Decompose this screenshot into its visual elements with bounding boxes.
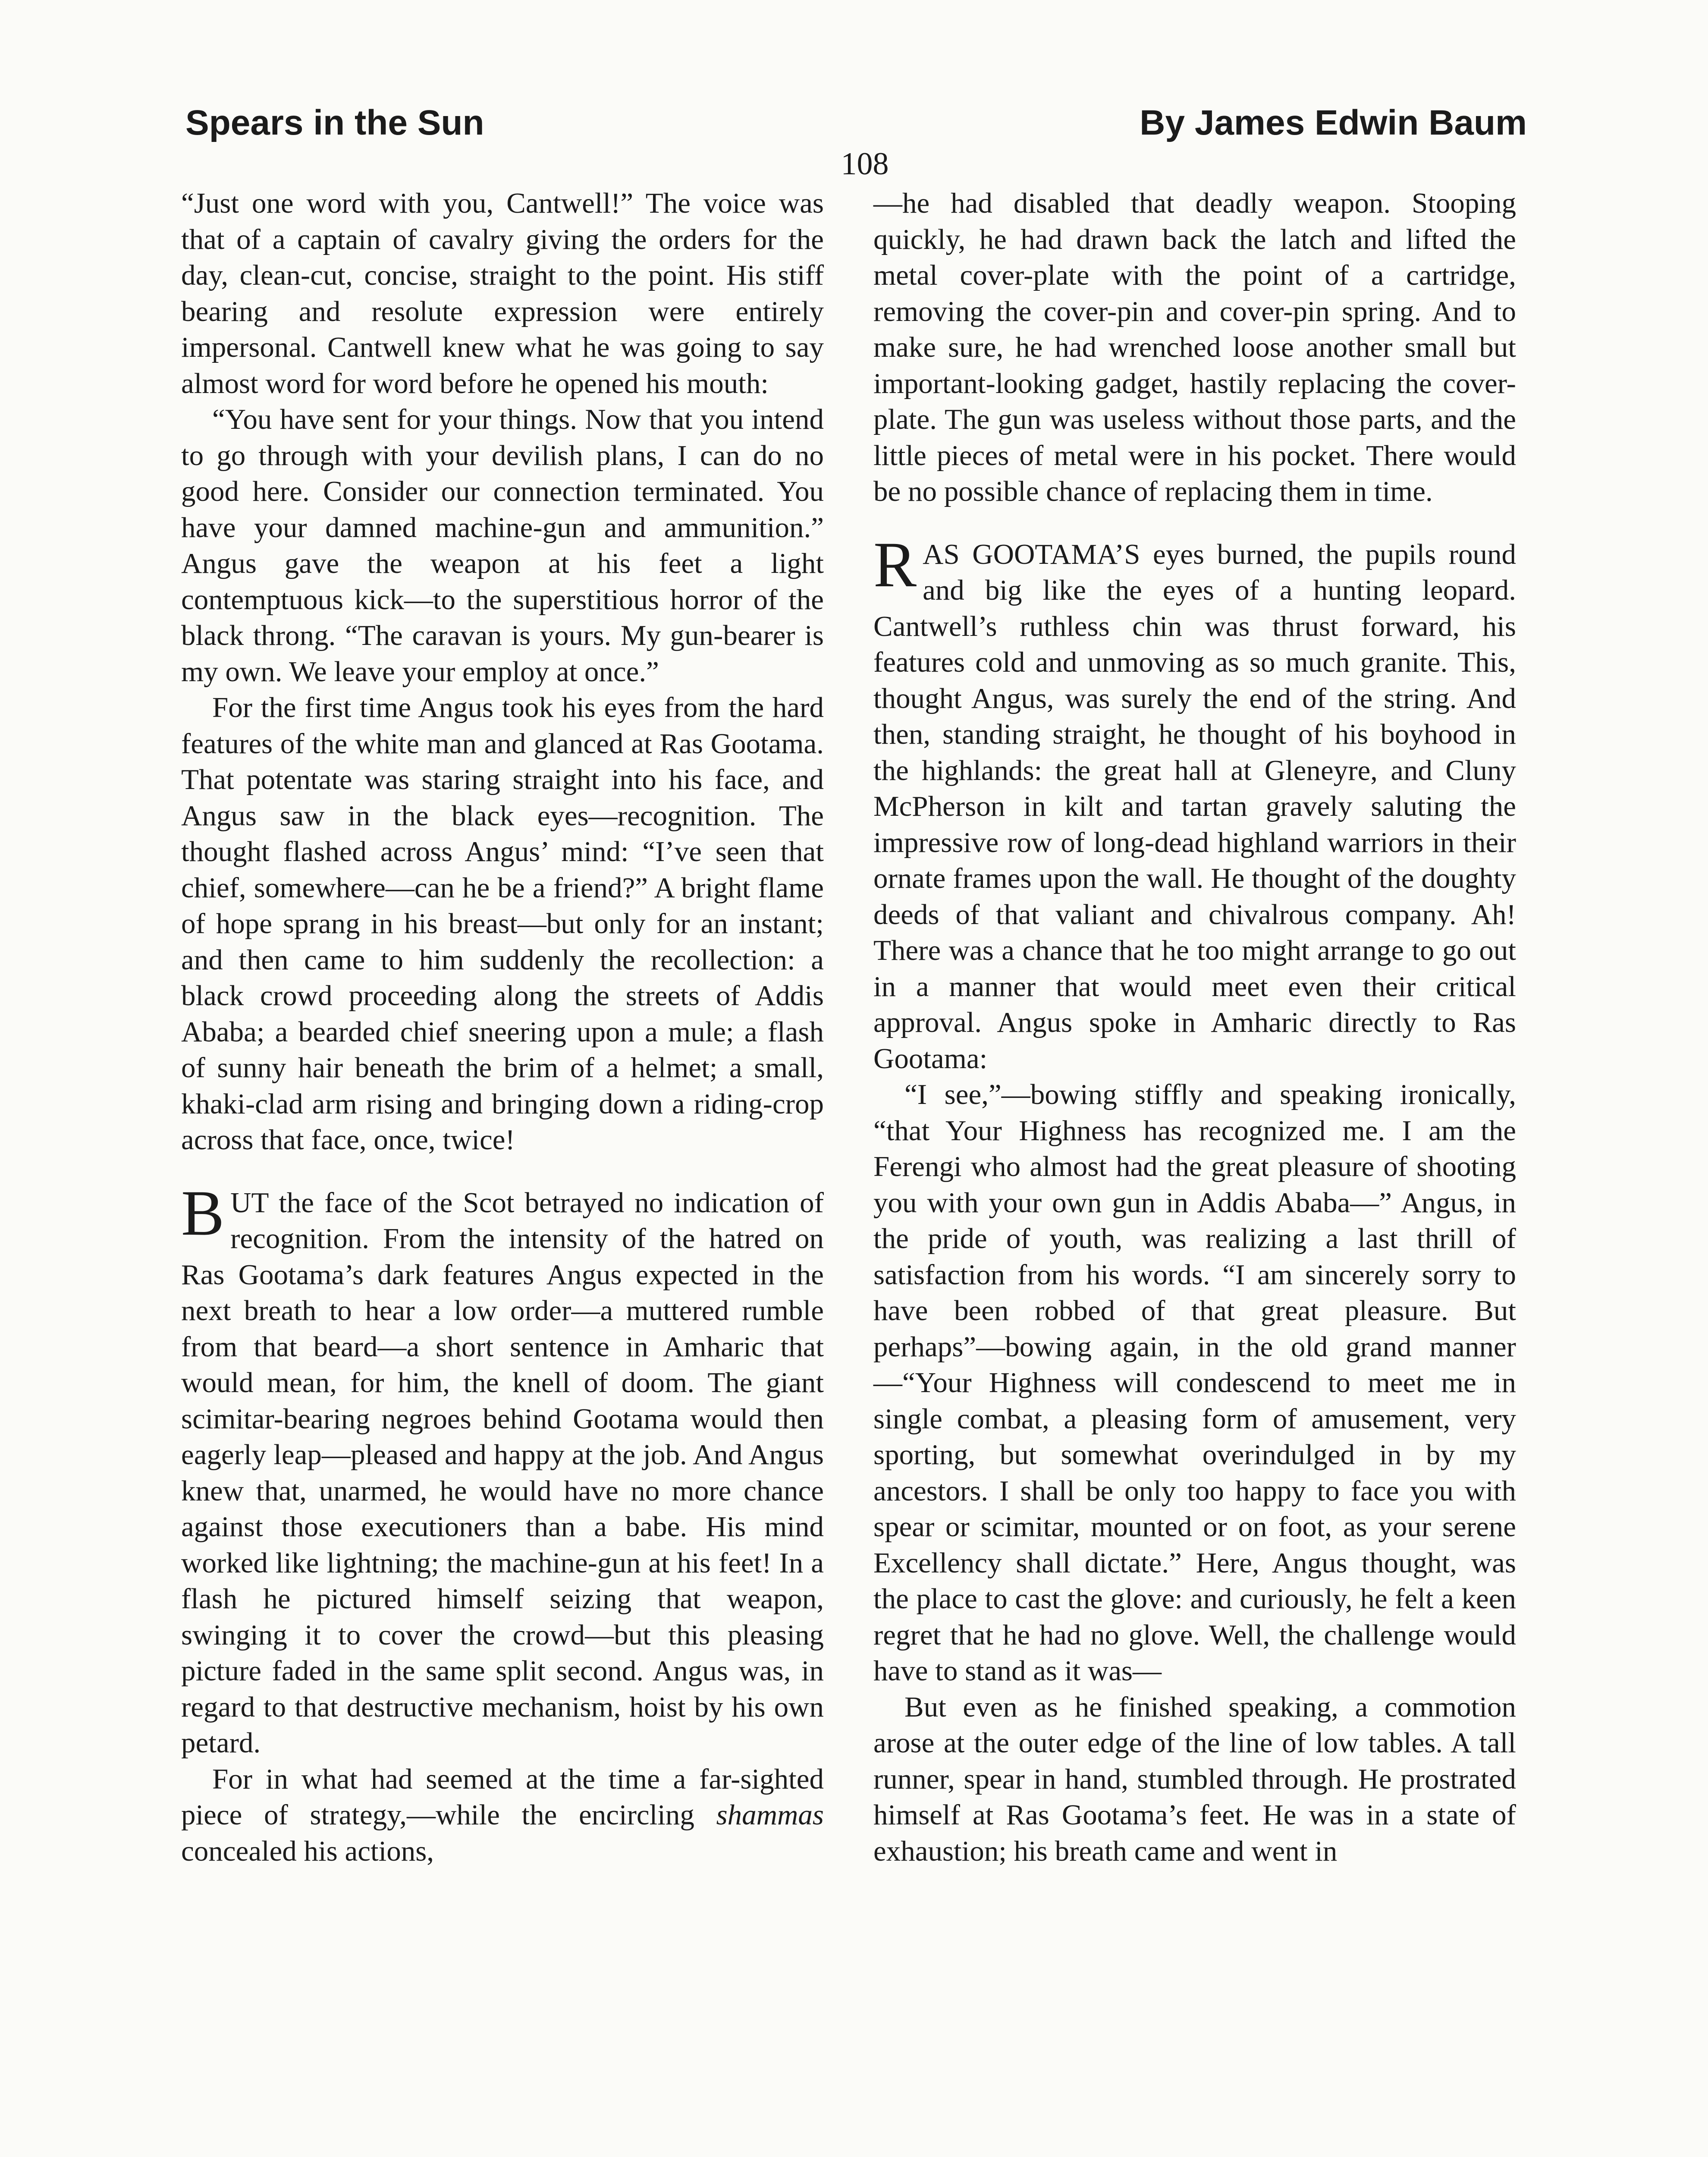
paragraph: But even as he finished speaking, a commotion arose at the outer edge of the line of low tables. A tall runner, spear in hand, stumbled through. He prostrated himself at Ras Gootama’s feet. He was in a state of exhaustion; his breath came and went in (873, 1691, 1516, 1867)
paragraph: —he had disabled that deadly weapon. Stooping quickly, he had drawn back the latch and lifted the metal cover-plate with the point of a cartridge, removing the cover-pin and cover-pin spring. And to make sure, he had wrenched loose another small but important-looking gadget, hastily replacing the cover-plate. The gun was useless without those parts, and the little pieces of metal were in his pocket. There would be no possible chance of replacing them in time. (873, 187, 1516, 507)
paragraph: “You have sent for your things. Now that you intend to go through with your devilish plans, I can do no good here. Consider our connection terminated. You have your damned machine-gun and ammunition.” Angus gave the weapon at his feet a light contemptuous kick—to the superstitious horror of the black throng. “The caravan is yours. My gun-bearer is my own. We leave your employ at once.” (181, 403, 824, 688)
drop-cap: R (873, 528, 917, 601)
paragraph-text: UT the face of the Scot betrayed no indication of recognition. From the intensity of the hatred on Ras Gootama’s dark features Angus expected in the next breath to hear a low order—a muttered rumble from that beard—a short sentence in Amharic that would mean, for him, the knell of doom. The giant scimitar-bearing negroes behind Gootama would then eagerly leap—pleased and happy at the job. And Angus knew that, unarmed, he would have no more chance against those executioners than a babe. His mind worked like lightning; the machine-gun at his feet! In a flash he pictured himself seizing that weapon, swinging it to cover the crowd—but this pleasing picture faded in the same split second. Angus was, in regard to that destructive mechanism, hoist by his own petard. (181, 1186, 824, 1759)
italic-term: shammas (716, 1799, 824, 1831)
paragraph (181, 1761, 824, 1870)
section-paragraph (873, 528, 1516, 1077)
paragraph-text: For in what had seemed at the time a far-sighted piece of strategy,—while the encircling (181, 1763, 824, 1831)
running-title: Spears in the Sun (185, 103, 484, 142)
paragraph-text: concealed his actions, (181, 1835, 434, 1867)
page-number: 108 (841, 146, 889, 182)
right-column (873, 186, 1516, 1869)
drop-cap: B (181, 1177, 225, 1249)
left-column (181, 186, 824, 1869)
section-paragraph (181, 1177, 824, 1761)
paragraph: For the first time Angus took his eyes from the hard features of the white man and glanced at Ras Gootama. That potentate was staring straight into his face, and Angus saw in the black eyes—recognition. The thought flashed across Angus’ mind: “I’ve seen that chief, somewhere—can he be a friend?” A bright flame of hope sprang in his breast—but only for an instant; and then came to him suddenly the recollection: a black crowd proceeding along the streets of Addis Ababa; a bearded chief sneering upon a mule; a flash of sunny hair beneath the brim of a helmet; a small, khaki-clad arm rising and bringing down a riding-crop across that face, once, twice! (181, 692, 824, 1156)
paragraph: “I see,”—bowing stiffly and speaking ironically, “that Your Highness has recognized me. I am the Ferengi who almost had the great pleasure of shooting you with your own gun in Addis Ababa—” Angus, in the pride of youth, was realizing a last thrill of satisfaction from his words. “I am sincerely sorry to have been robbed of that great pleasure. But perhaps”—bowing again, in the old grand manner—“Your Highness will condescend to meet me in single combat, a pleasing form of amusement, very sporting, but somewhat overindulged in by my ancestors. I shall be only too happy to face you with spear or scimitar, mounted or on foot, as your serene Excellency shall dictate.” Here, Angus thought, was the place to cast the glove: and curiously, he felt a keen regret that he had no glove. Well, the challenge would have to stand as it was— (873, 1078, 1516, 1687)
paragraph: “Just one word with you, Cantwell!” The voice was that of a captain of cavalry giving the orders for the day, clean-cut, concise, straight to the point. His stiff bearing and resolute expression were entirely impersonal. Cantwell knew what he was going to say almost word for word before he opened his mouth: (181, 187, 824, 399)
paragraph-text: AS GOOTAMA’S eyes burned, the pupils round and big like the eyes of a hunting leopard. Cantwell’s ruthless chin was thrust forward, his features cold and unmoving as so much granite. This, thought Angus, was surely the end of the string. And then, standing straight, he thought of his boyhood in the highlands: the great hall at Gleneyre, and Cluny McPherson in kilt and tartan gravely saluting the impressive row of long-dead highland warriors in their ornate frames upon the wall. He thought of the doughty deeds of that valiant and chivalrous company. Ah! There was a chance that he too might arrange to go out in a manner that would meet even their critical approval. Angus spoke in Amharic directly to Ras Gootama: (873, 538, 1516, 1075)
byline: By James Edwin Baum (1140, 103, 1527, 142)
